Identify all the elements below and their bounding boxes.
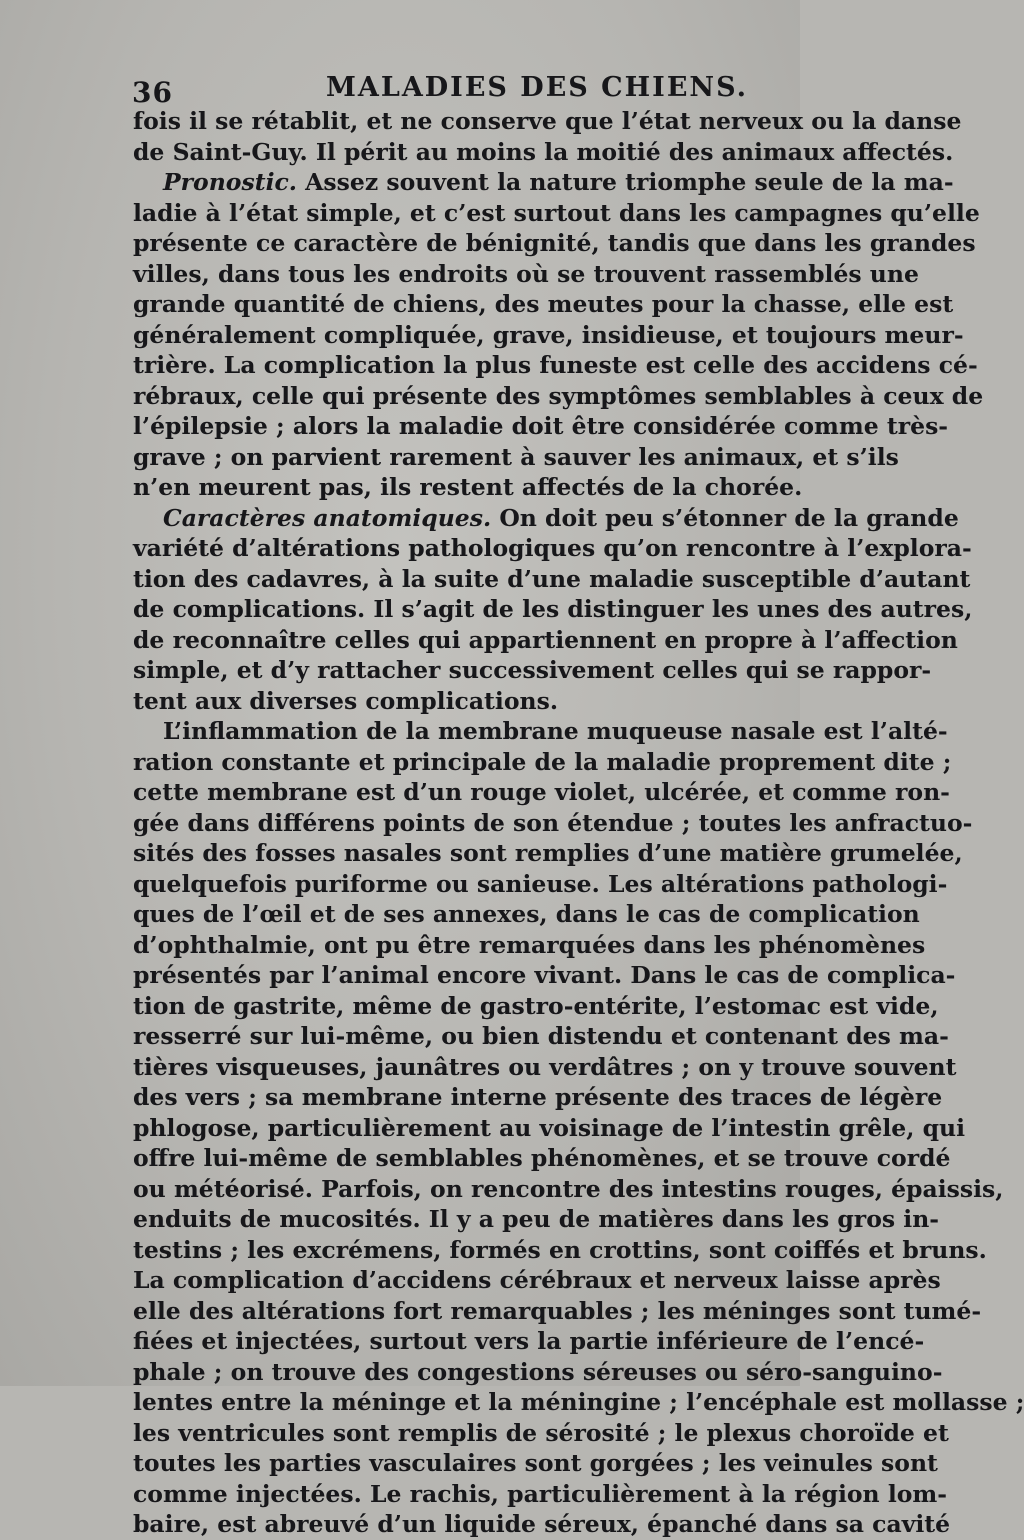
text-line: comme injectées. Le rachis, particulièrement à la région lom- <box>133 1479 948 1508</box>
text-line: ladie à l’état simple, et c’est surtout dans les campagnes qu’elle <box>133 198 980 227</box>
text-line: d’ophthalmie, ont pu être remarquées dans les phénomènes <box>133 930 926 959</box>
text-line: quelquefois puriforme ou sanieuse. Les altérations pathologi- <box>133 869 948 898</box>
text-line: elle des altérations fort remarquables ; les méninges sont tumé- <box>133 1296 982 1325</box>
body-text <box>133 106 1024 1540</box>
text-line: des vers ; sa membrane interne présente des traces de légère <box>133 1083 943 1111</box>
text-line: phlogose, particulièrement au voisinage de l’intestin grêle, qui <box>133 1113 966 1142</box>
text-line: n’en meurent pas, ils restent affectés de la chorée. <box>133 473 803 501</box>
text-line: fiées et injectées, surtout vers la partie inférieure de l’encé- <box>133 1327 925 1355</box>
text-line: de reconnaître celles qui appartiennent en propre à l’affection <box>133 625 958 654</box>
text-line: présentés par l’animal encore vivant. Dans le cas de complica- <box>133 961 956 989</box>
text-line: gée dans différens points de son étendue ; toutes les anfractuo- <box>133 808 973 837</box>
running-title: MALADIES DES CHIENS. <box>326 72 749 103</box>
text-line: tion de gastrite, même de gastro-entérite, l’estomac est vide, <box>133 991 939 1020</box>
text-line: simple, et d’y rattacher successivement celles qui se rappor- <box>133 656 932 684</box>
text-line: généralement compliquée, grave, insidieuse, et toujours meur- <box>133 320 964 349</box>
text-line: grande quantité de chiens, des meutes pour la chasse, elle est <box>133 290 954 318</box>
text-line: phale ; on trouve des congestions séreuses ou séro-sanguino- <box>133 1357 943 1386</box>
text-line: On doit peu s’étonner de la grande <box>491 503 959 532</box>
text-line: cette membrane est d’un rouge violet, ulcérée, et comme ron- <box>133 778 950 806</box>
text-line: L’inflammation de la membrane muqueuse nasale est l’alté- <box>163 717 948 745</box>
text-line: trière. La complication la plus funeste est celle des accidens cé- <box>133 351 978 379</box>
text-line: de complications. Il s’agit de les distinguer les unes des autres, <box>133 595 973 623</box>
text-line: présente ce caractère de bénignité, tandis que dans les grandes <box>133 229 976 257</box>
page-number: 36 <box>132 76 173 109</box>
text-line: resserré sur lui-même, ou bien distendu et contenant des ma- <box>133 1022 949 1050</box>
text-line: toutes les parties vasculaires sont gorgées ; les veinules sont <box>133 1449 938 1477</box>
running-head <box>128 64 778 108</box>
text-line: l’épilepsie ; alors la maladie doit être considérée comme très- <box>133 412 949 440</box>
text-line: testins ; les excrémens, formés en crottins, sont coiffés et bruns. <box>133 1235 987 1264</box>
text-line: grave ; on parvient rarement à sauver les animaux, et s’ils <box>133 442 899 471</box>
text-line: offre lui-même de semblables phénomènes, et se trouve cordé <box>133 1144 951 1172</box>
text-line: enduits de mucosités. Il y a peu de matières dans les gros in- <box>133 1205 940 1233</box>
text-line: ques de l’œil et de ses annexes, dans le cas de complication <box>133 900 920 928</box>
text-line: baire, est abreuvé d’un liquide séreux, épanché dans sa cavité <box>133 1510 951 1538</box>
text-line: variété d’altérations pathologiques qu’on rencontre à l’explora- <box>133 534 972 562</box>
text-line: La complication d’accidens cérébraux et nerveux laisse après <box>133 1266 941 1294</box>
text-line: tion des cadavres, à la suite d’une maladie susceptible d’autant <box>133 564 971 593</box>
text-line: les ventricules sont remplis de sérosité ; le plexus choroïde et <box>133 1418 949 1447</box>
paragraph-caracteres-anatomiques <box>133 503 959 534</box>
text-line: Assez souvent la nature triomphe seule de la ma- <box>297 168 954 196</box>
text-line: rébraux, celle qui présente des symptômes semblables à ceux de <box>133 381 984 410</box>
text-line: ration constante et principale de la maladie proprement dite ; <box>133 747 952 776</box>
text-line: tent aux diverses complications. <box>133 686 558 715</box>
text-line: lentes entre la méninge et la méningine ; l’encéphale est mollasse ; <box>133 1388 1024 1416</box>
paragraph-pronostic <box>133 167 954 198</box>
text-line: ou météorisé. Parfois, on rencontre des intestins rouges, épaissis, <box>133 1174 1004 1203</box>
text-line: villes, dans tous les endroits où se trouvent rassemblés une <box>133 259 919 288</box>
run-in-heading: Caractères anatomiques. <box>163 503 492 532</box>
text-line: sités des fosses nasales sont remplies d’une matière grumelée, <box>133 839 963 867</box>
text-line: de Saint-Guy. Il périt au moins la moitié des animaux affectés. <box>133 137 954 166</box>
text-line: tières visqueuses, jaunâtres ou verdâtres ; on y trouve souvent <box>133 1052 957 1081</box>
text-line: fois il se rétablit, et ne conserve que l’état nerveux ou la danse <box>133 107 962 135</box>
run-in-heading: Pronostic. <box>163 168 297 196</box>
